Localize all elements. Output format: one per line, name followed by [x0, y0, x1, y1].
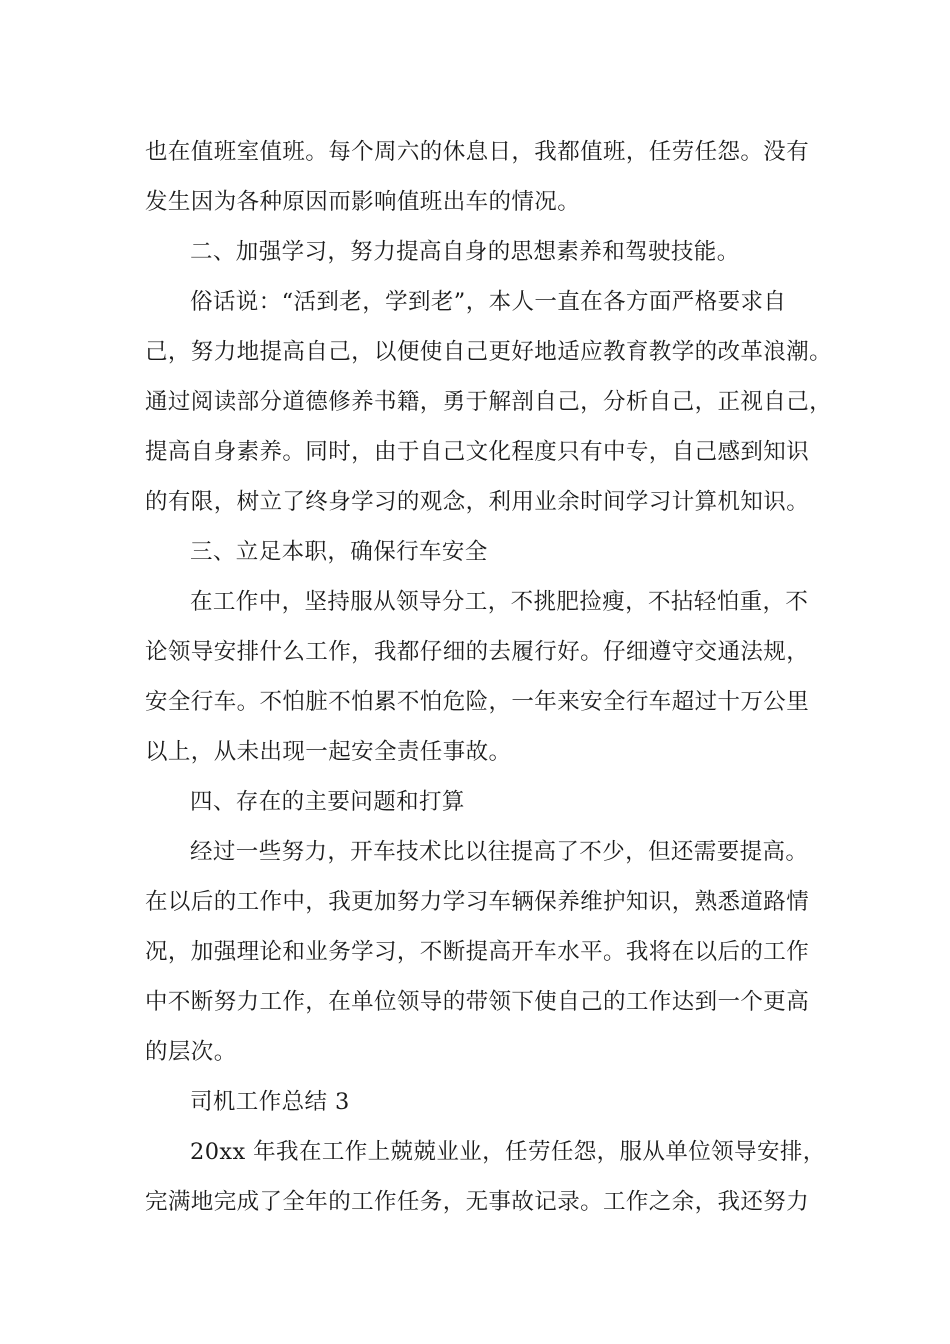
text-line: 安全行车。不怕脏不怕累不怕危险，一年来安全行车超过十万公里: [145, 689, 810, 715]
text-line: 完满地完成了全年的工作任务，无事故记录。工作之余，我还努力: [145, 1189, 810, 1215]
section-title: 司机工作总结 3: [190, 1089, 350, 1115]
text-line: 况，加强理论和业务学习，不断提高开车水平。我将在以后的工作: [145, 939, 810, 965]
text-line: 20xx 年我在工作上兢兢业业，任劳任怨，服从单位领导安排，: [190, 1139, 826, 1165]
text-line: 的层次。: [145, 1039, 237, 1065]
text-line: 俗话说：“活到老，学到老”，本人一直在各方面严格要求自: [190, 289, 787, 315]
section-heading: 四、存在的主要问题和打算: [190, 789, 465, 815]
text-line: 以上，从未出现一起安全责任事故。: [145, 739, 512, 765]
text-line: 中不断努力工作，在单位领导的带领下使自己的工作达到一个更高: [145, 989, 810, 1015]
text-line: 也在值班室值班。每个周六的休息日，我都值班，任劳任怨。没有: [145, 139, 810, 165]
text-line: 在以后的工作中，我更加努力学习车辆保养维护知识，熟悉道路情: [145, 889, 810, 915]
text-line: 经过一些努力，开车技术比以往提高了不少，但还需要提高。: [190, 839, 809, 865]
text-line: 己，努力地提高自己，以便使自己更好地适应教育教学的改革浪潮。: [145, 339, 833, 365]
text-line: 的有限，树立了终身学习的观念，利用业余时间学习计算机知识。: [145, 489, 810, 515]
text-line: 论领导安排什么工作，我都仔细的去履行好。仔细遵守交通法规，: [145, 639, 810, 665]
text-line: 发生因为各种原因而影响值班出车的情况。: [145, 189, 581, 215]
text-line: 提高自身素养。同时，由于自己文化程度只有中专，自己感到知识: [145, 439, 810, 465]
text-line: 在工作中，坚持服从领导分工，不挑肥捡瘦，不拈轻怕重，不: [190, 589, 809, 615]
text-line: 通过阅读部分道德修养书籍，勇于解剖自己，分析自己，正视自己，: [145, 389, 833, 415]
section-heading: 二、加强学习，努力提高自身的思想素养和驾驶技能。: [190, 239, 740, 265]
section-heading: 三、立足本职，确保行车安全: [190, 539, 488, 565]
